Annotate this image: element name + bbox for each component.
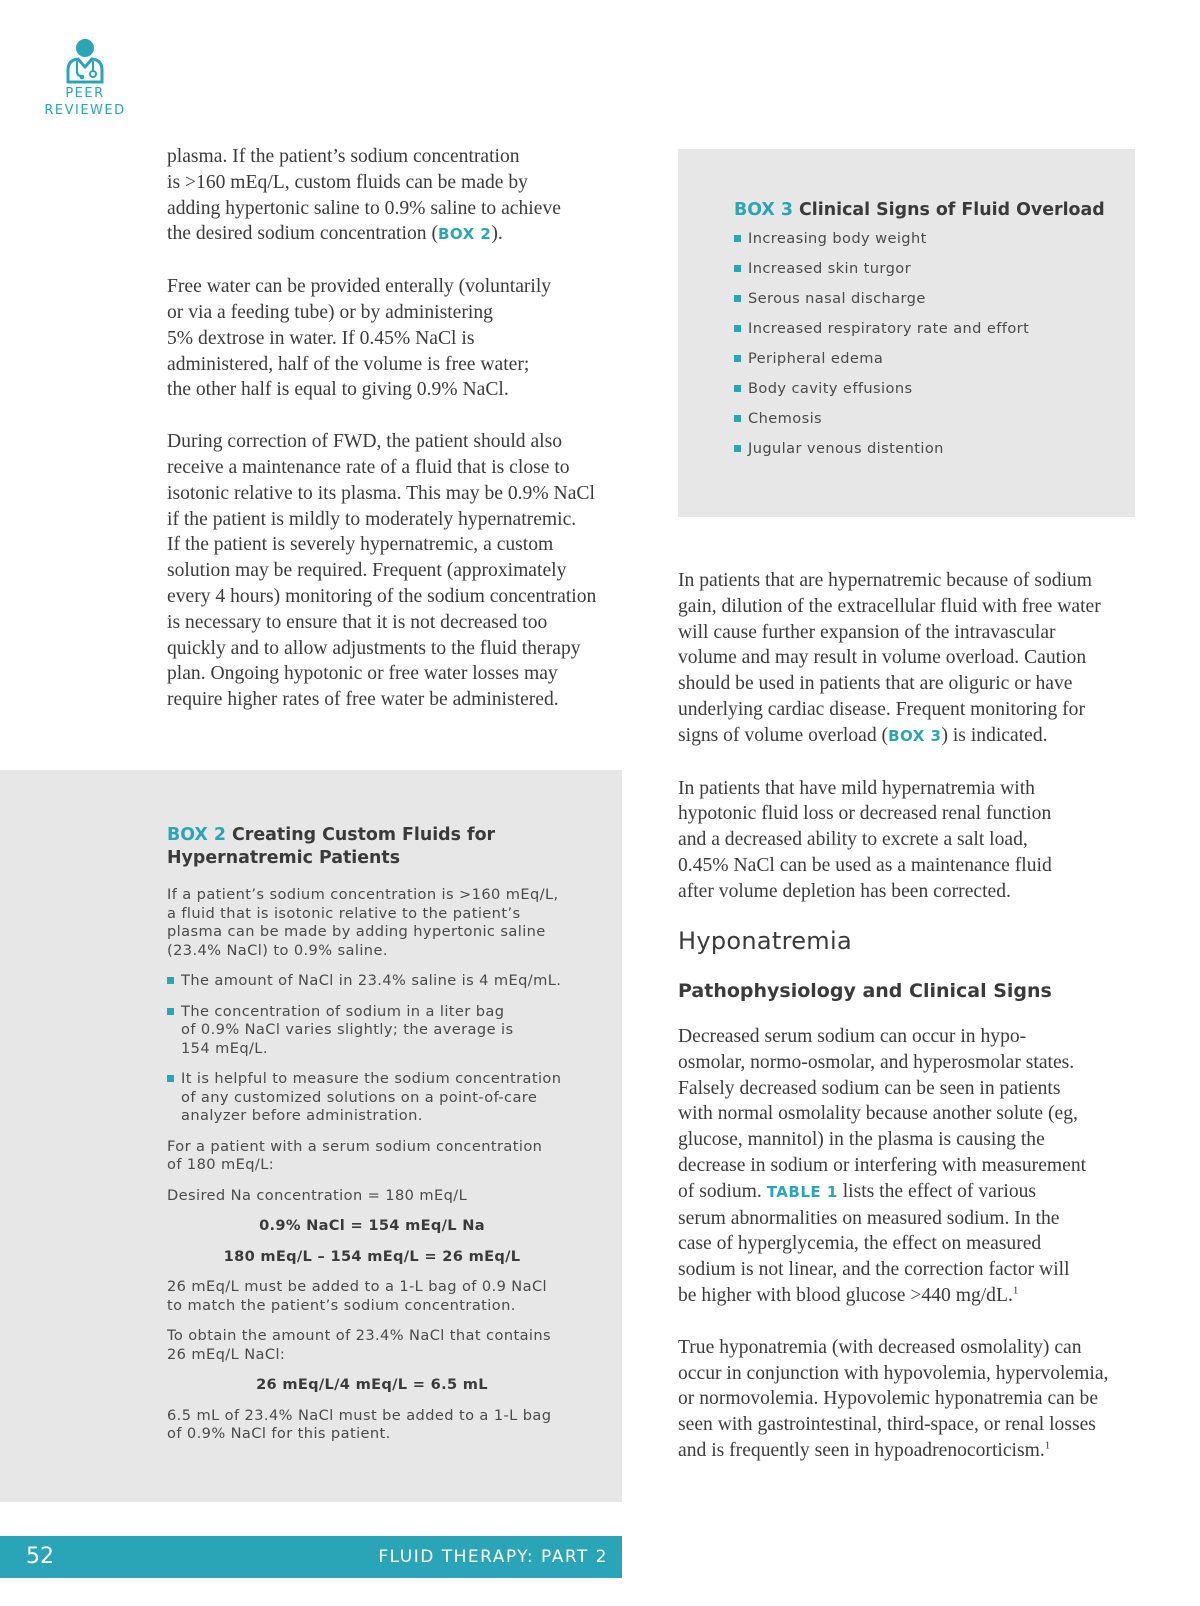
left-paragraph-1 bbox=[167, 144, 627, 248]
text-line: solution may be required. Frequent (approximately bbox=[167, 560, 567, 582]
box2-equation-2: 180 mEq/L – 154 mEq/L = 26 mEq/L bbox=[223, 1247, 521, 1265]
text-line: if the patient is mildly to moderately hypernatremic. bbox=[167, 508, 577, 530]
text-line: decrease in sodium or interfering with measurement bbox=[678, 1154, 1087, 1176]
left-column bbox=[167, 144, 627, 739]
badge-line2: REVIEWED bbox=[44, 103, 126, 118]
text-line: In patients that are hypernatremic because of sodium bbox=[678, 570, 1093, 591]
text-line: a fluid that is isotonic relative to the patient’s bbox=[167, 904, 521, 922]
box2-conclusion bbox=[167, 1407, 577, 1444]
text-line: case of hyperglycemia, the effect on measured bbox=[678, 1233, 1042, 1255]
box2-example-intro bbox=[167, 1138, 577, 1175]
text-line: The amount of NaCl in 23.4% saline is 4 mEq/mL. bbox=[181, 972, 562, 989]
box3-list bbox=[734, 230, 1114, 458]
right-paragraph-2 bbox=[678, 776, 1138, 905]
text-line: every 4 hours) monitoring of the sodium concentration bbox=[167, 585, 597, 607]
text-line: If a patient’s sodium concentration is >160 mEq/L, bbox=[167, 886, 559, 903]
text-line: isotonic relative to its plasma. This may be 0.9% NaCl bbox=[167, 482, 595, 504]
box2-label: BOX 2 bbox=[167, 825, 226, 845]
page-number: 52 bbox=[26, 1544, 54, 1569]
text-line: volume and may result in volume overload. Caution bbox=[678, 647, 1087, 669]
box2-equation-3: 26 mEq/L/4 mEq/L = 6.5 mL bbox=[256, 1376, 488, 1393]
text-line: True hyponatremia (with decreased osmolality) can bbox=[678, 1336, 1082, 1358]
running-title: FLUID THERAPY: PART 2 bbox=[378, 1547, 608, 1567]
text-line: 6.5 mL of 23.4% NaCl must be added to a 1-L bag bbox=[167, 1406, 552, 1424]
right-paragraph-1 bbox=[678, 568, 1138, 750]
badge-line1: PEER bbox=[65, 86, 105, 101]
text-line: plasma. If the patient’s sodium concentration bbox=[167, 146, 520, 167]
text-line: ). bbox=[491, 223, 503, 245]
text-line: Decreased serum sodium can occur in hypo- bbox=[678, 1026, 1027, 1047]
right-paragraph-4 bbox=[678, 1335, 1148, 1464]
text-line: Free water can be provided enterally (voluntarily bbox=[167, 276, 552, 298]
text-line: or via a feeding tube) or by administering bbox=[167, 301, 493, 323]
text-line: serum abnormalities on measured sodium. In the bbox=[678, 1207, 1060, 1229]
section-heading-hyponatremia: Hyponatremia bbox=[678, 927, 852, 955]
text-line: 154 mEq/L. bbox=[181, 1039, 268, 1057]
text-line: of 0.9% NaCl for this patient. bbox=[167, 1425, 391, 1442]
list-item: Serous nasal discharge bbox=[734, 290, 1114, 308]
box3-reference-link[interactable]: BOX 3 bbox=[888, 726, 942, 745]
text-line: of 0.9% NaCl varies slightly; the average is bbox=[181, 1021, 514, 1038]
text-line: with normal osmolality because another solute (eg, bbox=[678, 1103, 1078, 1125]
text-line: Falsely decreased sodium can be seen in patients bbox=[678, 1077, 1061, 1099]
text-line: glucose, mannitol) in the plasma is causing the bbox=[678, 1129, 1045, 1151]
right-column-bottom bbox=[678, 1024, 1148, 1490]
text-line: lists the effect of various bbox=[837, 1180, 1037, 1202]
text-line: be higher with blood glucose >440 mg/dL. bbox=[678, 1284, 1013, 1306]
text-line: sodium is not linear, and the correction factor will bbox=[678, 1259, 1070, 1281]
text-line: the other half is equal to giving 0.9% NaCl. bbox=[167, 379, 509, 401]
text-line: (23.4% NaCl) to 0.9% saline. bbox=[167, 941, 388, 959]
list-item: Increasing body weight bbox=[734, 230, 1114, 248]
text-line: It is helpful to measure the sodium concentration bbox=[181, 1070, 562, 1087]
box3-panel bbox=[678, 149, 1135, 517]
text-line: underlying cardiac disease. Frequent monitoring for bbox=[678, 698, 1085, 720]
box2-reference-link[interactable]: BOX 2 bbox=[437, 225, 492, 244]
text-line: analyzer before administration. bbox=[181, 1107, 423, 1124]
box2-list bbox=[167, 972, 577, 1126]
text-line: is necessary to ensure that it is not decreased too bbox=[167, 611, 548, 633]
text-line: of sodium. bbox=[678, 1180, 767, 1202]
box2-step-2 bbox=[167, 1327, 577, 1364]
list-item: Jugular venous distention bbox=[734, 440, 1114, 458]
footnote-ref: 1 bbox=[1044, 1439, 1051, 1452]
text-line: the desired sodium concentration ( bbox=[167, 223, 438, 245]
text-line: plan. Ongoing hypotonic or free water losses may bbox=[167, 663, 558, 685]
box2-panel bbox=[0, 770, 622, 1502]
list-item: Increased respiratory rate and effort bbox=[734, 320, 1114, 338]
text-line: and is frequently seen in hypoadrenocorticism. bbox=[678, 1439, 1045, 1461]
box2-step-1 bbox=[167, 1278, 577, 1315]
text-line: quickly and to allow adjustments to the fluid therapy bbox=[167, 637, 581, 659]
list-item bbox=[167, 1003, 577, 1059]
box2-equation-1: 0.9% NaCl = 154 mEq/L Na bbox=[259, 1217, 485, 1234]
list-item bbox=[167, 972, 577, 991]
table1-reference-link[interactable]: TABLE 1 bbox=[766, 1182, 838, 1201]
list-item bbox=[167, 1070, 577, 1126]
text-line: of 180 mEq/L: bbox=[167, 1156, 275, 1173]
box2-title-line1: Creating Custom Fluids for bbox=[232, 825, 496, 845]
list-item: Increased skin turgor bbox=[734, 260, 1114, 278]
list-item: Chemosis bbox=[734, 410, 1114, 428]
text-line: If the patient is severely hypernatremic, a custom bbox=[167, 534, 554, 556]
text-line: of any customized solutions on a point-of-care bbox=[181, 1088, 538, 1106]
text-line: or normovolemia. Hypovolemic hyponatremia can be bbox=[678, 1388, 1099, 1410]
list-item: Peripheral edema bbox=[734, 350, 1114, 368]
text-line: 26 mEq/L NaCl: bbox=[167, 1345, 286, 1363]
box2-desired: Desired Na concentration = 180 mEq/L bbox=[167, 1186, 468, 1204]
text-line: administered, half of the volume is free water; bbox=[167, 353, 530, 375]
box3-label: BOX 3 bbox=[734, 200, 793, 220]
text-line: gain, dilution of the extracellular fluid with free water bbox=[678, 595, 1101, 617]
list-item: Body cavity effusions bbox=[734, 380, 1114, 398]
subheading-pathophysiology: Pathophysiology and Clinical Signs bbox=[678, 980, 1052, 1002]
box3-title-text: Clinical Signs of Fluid Overload bbox=[799, 200, 1105, 220]
text-line: after volume depletion has been corrected. bbox=[678, 880, 1011, 902]
text-line: During correction of FWD, the patient should also bbox=[167, 431, 563, 453]
text-line: occur in conjunction with hypovolemia, hypervolemia, bbox=[678, 1362, 1109, 1384]
doctor-icon bbox=[62, 36, 108, 84]
peer-reviewed-badge bbox=[40, 36, 130, 118]
text-line: In patients that have mild hypernatremia with bbox=[678, 777, 1035, 799]
box2-intro bbox=[167, 886, 577, 960]
text-line: seen with gastrointestinal, third-space, or renal losses bbox=[678, 1414, 1096, 1436]
text-line: For a patient with a serum sodium concentration bbox=[167, 1137, 543, 1155]
text-line: plasma can be made by adding hypertonic saline bbox=[167, 923, 546, 940]
text-line: osmolar, normo-osmolar, and hyperosmolar states. bbox=[678, 1051, 1075, 1073]
box2-title-line2: Hypernatremic Patients bbox=[167, 848, 401, 868]
text-line: ) is indicated. bbox=[941, 724, 1048, 746]
text-line: To obtain the amount of 23.4% NaCl that contains bbox=[167, 1327, 552, 1344]
left-paragraph-2 bbox=[167, 274, 627, 403]
text-line: require higher rates of free water be administered. bbox=[167, 689, 559, 711]
text-line: adding hypertonic saline to 0.9% saline to achieve bbox=[167, 197, 561, 219]
footnote-ref: 1 bbox=[1012, 1284, 1019, 1297]
text-line: is >160 mEq/L, custom fluids can be made by bbox=[167, 171, 528, 193]
text-line: signs of volume overload ( bbox=[678, 724, 889, 746]
page-footer bbox=[0, 1536, 622, 1578]
text-line: receive a maintenance rate of a fluid that is close to bbox=[167, 456, 570, 478]
right-column-top bbox=[678, 568, 1138, 931]
left-paragraph-3 bbox=[167, 429, 627, 713]
text-line: will cause further expansion of the intravascular bbox=[678, 621, 1056, 643]
text-line: 0.45% NaCl can be used as a maintenance fluid bbox=[678, 854, 1052, 876]
text-line: to match the patient’s sodium concentration. bbox=[167, 1296, 516, 1314]
text-line: 26 mEq/L must be added to a 1-L bag of 0.9 NaCl bbox=[167, 1278, 548, 1295]
text-line: 5% dextrose in water. If 0.45% NaCl is bbox=[167, 327, 475, 349]
text-line: The concentration of sodium in a liter bag bbox=[181, 1002, 505, 1020]
text-line: should be used in patients that are oliguric or have bbox=[678, 673, 1073, 695]
right-paragraph-3 bbox=[678, 1024, 1148, 1309]
box3-title bbox=[734, 199, 1114, 222]
text-line: and a decreased ability to excrete a salt load, bbox=[678, 829, 1028, 851]
text-line: hypotonic fluid loss or decreased renal function bbox=[678, 803, 1052, 825]
box2-title bbox=[167, 824, 577, 870]
